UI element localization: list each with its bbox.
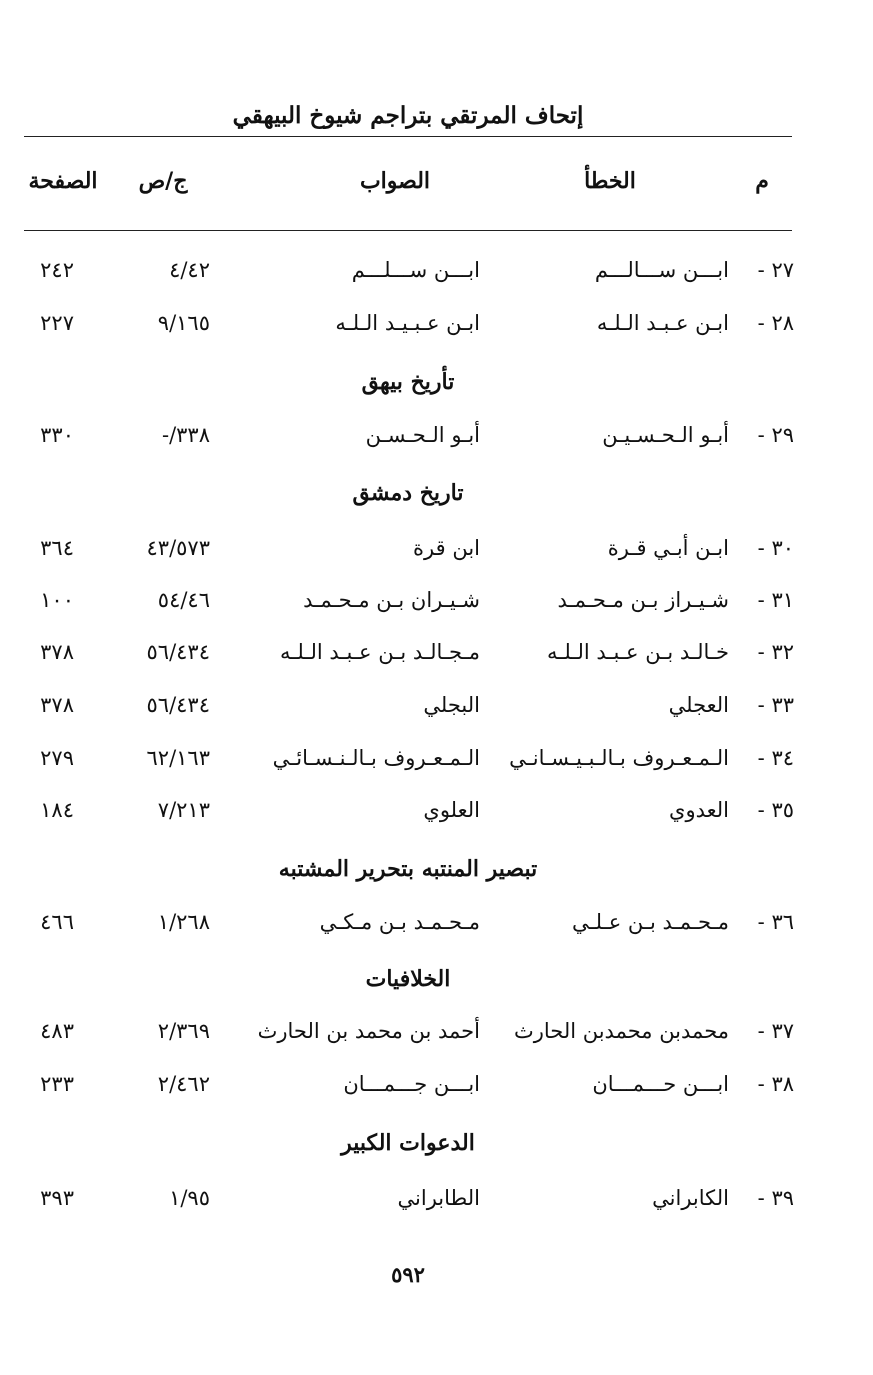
correct-text: ابـــن ســـلـــم (351, 258, 480, 282)
page-ref: ١٨٤ (40, 798, 74, 822)
correct-text: ابـن عـبـيـد الـلـه (335, 311, 480, 335)
page-ref: ٣٩٣ (40, 1186, 74, 1210)
table-row (0, 417, 873, 453)
row-number: ٣٣ - (757, 693, 794, 717)
page-ref: ٤٨٣ (40, 1019, 74, 1043)
correct-text: ابـــن جـــمـــان (343, 1072, 480, 1096)
column-header-correct: الصواب (359, 168, 431, 194)
table-row (0, 740, 873, 776)
volume-page: ٥٦/٤٣٤ (146, 640, 210, 664)
table-row (0, 634, 873, 670)
row-number: ٣٢ - (757, 640, 794, 664)
section-title: الخلافيات (365, 966, 451, 992)
volume-page: ٤/٤٢ (169, 258, 210, 282)
page-ref: ٤٦٦ (40, 910, 74, 934)
wrong-text: الكابراني (652, 1186, 729, 1210)
page-ref: ٣٧٨ (40, 640, 74, 664)
table-row (0, 530, 873, 566)
volume-page: ٥٤/٤٦ (157, 588, 210, 612)
page-ref: ٢٣٣ (40, 1072, 74, 1096)
table-row (0, 252, 873, 288)
table-row (0, 904, 873, 940)
correct-text: البجلي (423, 693, 480, 717)
wrong-text: ابـــن حـــمـــان (592, 1072, 729, 1096)
row-number: ٣١ - (757, 588, 794, 612)
correct-text: الـمـعـروف بـالـنـسـائـي (272, 746, 480, 770)
correct-text: الطابراني (397, 1186, 480, 1210)
row-number: ٣٥ - (757, 798, 794, 822)
page-ref: ٢٧٩ (40, 746, 74, 770)
volume-page: ٧/٢١٣ (157, 798, 210, 822)
correct-text: ابن قرة (413, 536, 480, 560)
row-number: ٣٤ - (757, 746, 794, 770)
correct-text: شـيـران بـن مـحـمـد (303, 588, 480, 612)
correct-text: أحمد بن محمد بن الحارث (257, 1019, 480, 1043)
volume-page: ٢/٤٦٢ (157, 1072, 210, 1096)
wrong-text: خـالـد بـن عـبـد الـلـه (546, 640, 729, 664)
volume-page: ١/٩٥ (169, 1186, 210, 1210)
table-row (0, 792, 873, 828)
wrong-text: أبـو الـحـسـيـن (602, 423, 729, 447)
table-row (0, 687, 873, 723)
volume-page: ٤٣/٥٧٣ (146, 536, 210, 560)
table-row (0, 1180, 873, 1216)
wrong-text: ابـــن ســـالـــم (594, 258, 729, 282)
table-row (0, 1013, 873, 1049)
row-number: ٣٦ - (757, 910, 794, 934)
page-ref: ٣٧٨ (40, 693, 74, 717)
table-row (0, 305, 873, 341)
row-number: ٣٩ - (757, 1186, 794, 1210)
page-ref: ٣٣٠ (40, 423, 74, 447)
correct-text: أبـو الـحـسـن (365, 423, 480, 447)
wrong-text: العجلي (668, 693, 729, 717)
wrong-text: شـيـراز بـن مـحـمـد (557, 588, 729, 612)
column-header-number: م (755, 168, 769, 194)
volume-page: ٢/٣٦٩ (157, 1019, 210, 1043)
wrong-text: مـحـمـد بـن عـلـي (571, 910, 729, 934)
section-title: تاريخ دمشق (352, 480, 464, 506)
row-number: ٢٩ - (757, 423, 794, 447)
section-title: تأريخ بيهق (361, 369, 455, 395)
row-number: ٣٠ - (757, 536, 794, 560)
section-title: تبصير المنتبه بتحرير المشتبه (278, 856, 538, 882)
page-ref: ٢٤٢ (40, 258, 74, 282)
wrong-text: ابـن عـبـد الـلـه (596, 311, 729, 335)
correct-text: مـجـالـد بـن عـبـد الـلـه (279, 640, 480, 664)
wrong-text: العدوي (669, 798, 729, 822)
volume-page: ٦٢/١٦٣ (146, 746, 210, 770)
wrong-text: الـمـعـروف بـالـبـيـسـانـي (509, 746, 729, 770)
column-header-volume-page: ج/ص (138, 168, 188, 194)
table-row (0, 582, 873, 618)
wrong-text: محمدبن محمدبن الحارث (513, 1019, 729, 1043)
page-ref: ٣٦٤ (40, 536, 74, 560)
volume-page: ٩/١٦٥ (157, 311, 210, 335)
correct-text: العلوي (423, 798, 480, 822)
row-number: ٣٨ - (757, 1072, 794, 1096)
section-title: الدعوات الكبير (341, 1130, 475, 1156)
volume-page: ٥٦/٤٣٤ (146, 693, 210, 717)
column-header-page: الصفحة (28, 168, 98, 194)
correct-text: مـحـمـد بـن مـكـي (319, 910, 480, 934)
wrong-text: ابـن أبـي قـرة (607, 536, 729, 560)
row-number: ٣٧ - (757, 1019, 794, 1043)
page-ref: ١٠٠ (40, 588, 74, 612)
row-number: ٢٧ - (757, 258, 794, 282)
row-number: ٢٨ - (757, 311, 794, 335)
page-ref: ٢٢٧ (40, 311, 74, 335)
page-number: ٥٩٢ (391, 1262, 425, 1287)
table-row (0, 1066, 873, 1102)
running-header: إتحاف المرتقي بتراجم شيوخ البيهقي (232, 102, 584, 129)
column-header-wrong: الخطأ (584, 168, 636, 194)
volume-page: ١/٢٦٨ (157, 910, 210, 934)
volume-page: -/٣٣٨ (161, 423, 210, 447)
